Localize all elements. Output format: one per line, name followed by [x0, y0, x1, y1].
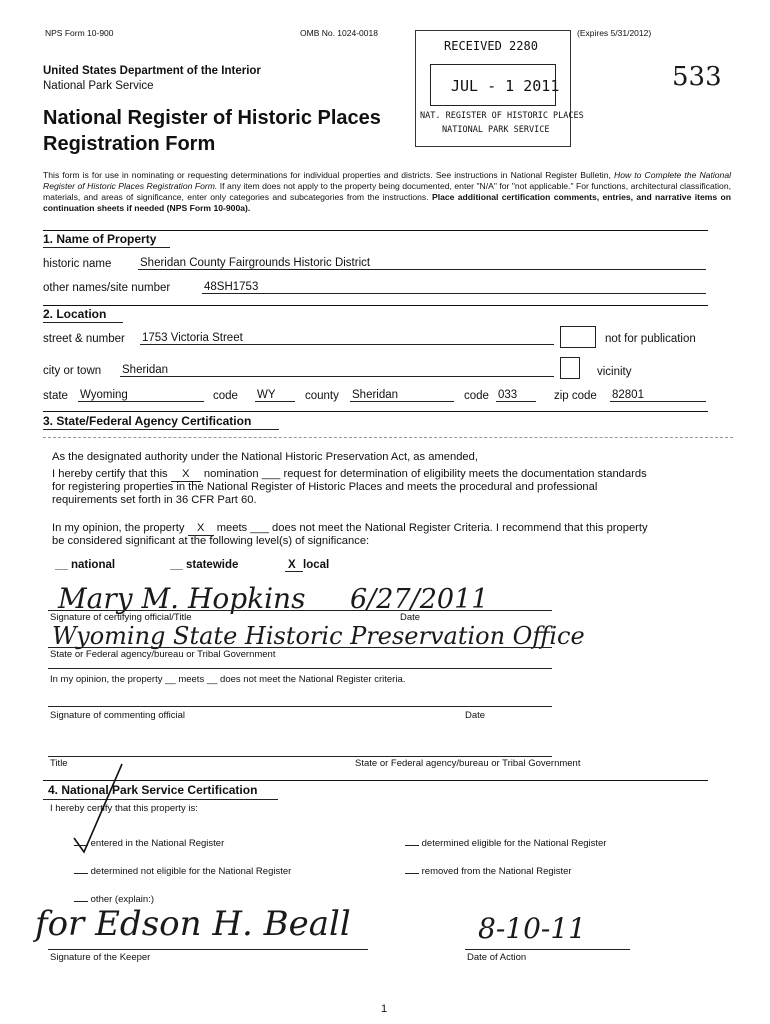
divider	[43, 411, 708, 412]
title-line	[48, 756, 552, 757]
signature-label: Signature of certifying official/Title	[50, 612, 192, 623]
state-label: state	[43, 390, 68, 402]
service-name: National Park Service	[43, 80, 154, 92]
zip-field[interactable]: 82801	[610, 389, 706, 402]
keeper-label: Signature of the Keeper	[50, 952, 151, 963]
opt-determined-eligible[interactable]: determined eligible for the National Register	[405, 838, 606, 849]
level-local[interactable]: X local	[285, 559, 329, 572]
county-code-label: code	[464, 390, 489, 402]
commenting-line	[48, 706, 552, 707]
nps-cert-intro: I hereby certify that this property is:	[50, 803, 198, 814]
action-label: Date of Action	[467, 952, 527, 963]
form-number: NPS Form 10-900	[45, 28, 114, 38]
opt-removed[interactable]: removed from the National Register	[405, 866, 572, 877]
keeper-line	[48, 949, 368, 950]
level-national[interactable]: __ national	[55, 559, 116, 571]
divider	[43, 247, 170, 248]
cert-line-2: I hereby certify that this X nomination ___ request for determination of eligibility meets the documentation standards	[52, 468, 647, 480]
vicinity-label: vicinity	[597, 366, 632, 378]
date-label-2: Date	[465, 710, 486, 721]
agency-label: State or Federal agency/bureau or Tribal Government	[50, 649, 276, 660]
county-label: county	[305, 390, 339, 402]
cert-line-3: for registering properties in the National Register of Historic Places and meets the procedural and professional	[52, 481, 598, 493]
keeper-signature: for Edson H. Beall	[35, 904, 351, 944]
section-4-heading: 4. National Park Service Certification	[48, 783, 258, 797]
stamp-received: RECEIVED 2280	[444, 39, 538, 53]
street-field[interactable]: 1753 Victoria Street	[140, 332, 554, 345]
divider	[43, 429, 279, 430]
county-code-field[interactable]: 033	[496, 389, 536, 402]
agency-label-2: State or Federal agency/bureau or Tribal Government	[355, 758, 581, 769]
historic-name-label: historic name	[43, 258, 112, 270]
opt-not-eligible[interactable]: determined not eligible for the National Register	[74, 866, 291, 877]
cert-line-4: requirements set forth in 36 CFR Part 60.	[52, 494, 257, 506]
section-3-heading: 3. State/Federal Agency Certification	[43, 414, 252, 428]
not-for-publication-label: not for publication	[605, 333, 696, 345]
opt-entered[interactable]: entered in the National Register	[74, 838, 224, 849]
title-label: Title	[50, 758, 68, 769]
divider	[43, 305, 708, 306]
divider	[43, 230, 708, 231]
street-label: street & number	[43, 333, 125, 345]
state-code-field[interactable]: WY	[255, 389, 295, 402]
stamp-line2: NATIONAL PARK SERVICE	[442, 125, 550, 135]
certifying-date: 6/27/2011	[350, 584, 489, 615]
page-number: 1	[381, 1003, 388, 1015]
state-code-label: code	[213, 390, 238, 402]
city-label: city or town	[43, 365, 102, 377]
section-1-heading: 1. Name of Property	[43, 232, 157, 246]
commenting-label: Signature of commenting official	[50, 710, 186, 721]
other-names-label: other names/site number	[43, 282, 171, 294]
date-label: Date	[400, 612, 421, 623]
handwritten-number: 533	[672, 62, 722, 92]
agency-line	[48, 647, 552, 648]
zip-label: zip code	[554, 390, 597, 402]
city-field[interactable]: Sheridan	[120, 364, 554, 377]
page-subtitle: Registration Form	[43, 133, 216, 155]
other-names-field[interactable]: 48SH1753	[202, 281, 706, 294]
divider	[43, 780, 708, 781]
department-name: United States Department of the Interior	[43, 65, 261, 77]
divider	[43, 437, 733, 438]
nomination-mark[interactable]: X	[171, 468, 201, 482]
expiration-date: (Expires 5/31/2012)	[577, 28, 652, 38]
opt-other[interactable]: other (explain:)	[74, 894, 154, 905]
cert-line-1: As the designated authority under the National Historic Preservation Act, as amended,	[52, 451, 478, 463]
action-date: 8-10-11	[478, 912, 586, 945]
meets-mark[interactable]: X	[188, 522, 214, 536]
section-2-heading: 2. Location	[43, 307, 107, 321]
vicinity-checkbox[interactable]	[560, 357, 580, 379]
historic-name-field[interactable]: Sheridan County Fairgrounds Historic District	[138, 257, 706, 270]
received-stamp	[415, 30, 584, 147]
level-statewide[interactable]: __ statewide	[170, 559, 239, 571]
certifying-signature: Mary M. Hopkins	[58, 582, 306, 615]
action-date-line	[465, 949, 630, 950]
divider	[43, 322, 123, 323]
signature-line	[48, 610, 552, 611]
county-field[interactable]: Sheridan	[350, 389, 454, 402]
cert-line-6: be considered significant at the following level(s) of significance:	[52, 535, 370, 547]
page-title: National Register of Historic Places	[43, 107, 381, 129]
not-for-publication-checkbox[interactable]	[560, 326, 596, 348]
opinion-line: In my opinion, the property __ meets __ does not meet the National Register criteria.	[50, 674, 406, 685]
stamp-date: JUL - 1 2011	[451, 77, 560, 95]
omb-number: OMB No. 1024-0018	[300, 28, 378, 38]
instructions-paragraph: This form is for use in nominating or requesting determinations for individual properties and districts. See instructions in National Register Bulletin, How to Complete the National Register of Historic Places Registration Form. If any item does not apply to the property being documented, enter "N/A" for "not applicable." For functions, architectural classification, materials, and areas of significance, enter only categories and subcategories from the instructions. Place additional certification comments, entries, and narrative items on continuation sheets if needed (NPS Form 10-900a).	[43, 170, 732, 213]
agency-handwritten: Wyoming State Historic Preservation Office	[52, 622, 585, 650]
stamp-date-box	[430, 64, 560, 106]
state-field[interactable]: Wyoming	[78, 389, 204, 402]
stamp-line1: NAT. REGISTER OF HISTORIC PLACES	[420, 111, 584, 121]
divider	[48, 668, 552, 669]
cert-line-5: In my opinion, the property X meets ___ does not meet the National Register Criteria. I recommend that this property	[52, 522, 648, 534]
